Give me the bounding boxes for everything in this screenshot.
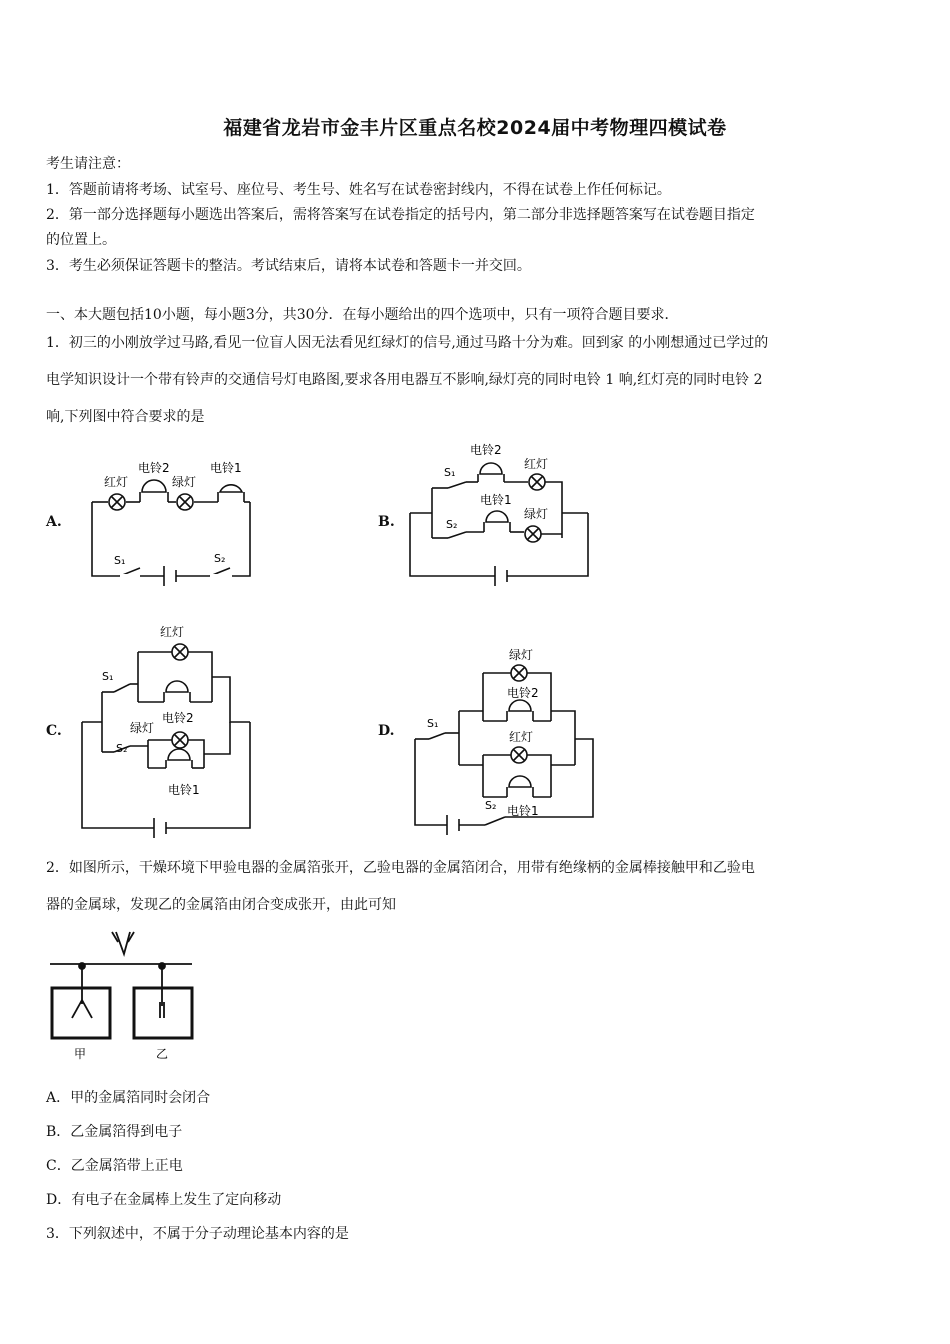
circuit-a xyxy=(80,450,280,590)
label-red: 红灯 xyxy=(104,475,129,489)
q1-option-d-label[interactable]: D. xyxy=(378,723,395,739)
notice-item-2-cont: 的位置上。 xyxy=(46,232,116,248)
q2-option-b[interactable]: B．乙金属箔得到电子 xyxy=(46,1124,183,1140)
notice-heading: 考生请注意： xyxy=(46,156,130,172)
q1-option-a-label[interactable]: A. xyxy=(46,514,62,530)
label-green: 绿灯 xyxy=(172,475,197,489)
label-bell1: 电铃1 xyxy=(507,804,539,818)
label-green: 绿灯 xyxy=(509,648,534,662)
label-s2: S₂ xyxy=(446,518,458,531)
q1-line-1: 1．初三的小刚放学过马路,看见一位盲人因无法看见红绿灯的信号,通过马路十分为难。回到家 的小刚想通过已学过的 xyxy=(46,335,769,351)
notice-item-1: 1．答题前请将考场、试室号、座位号、考生号、姓名写在试卷密封线内，不得在试卷上作任何标记。 xyxy=(46,182,671,198)
label-red: 红灯 xyxy=(509,730,534,744)
label-s1: S₁ xyxy=(102,670,114,683)
circuit-b xyxy=(400,438,600,588)
label-bell2: 电铃2 xyxy=(507,686,539,700)
notice-item-2: 2．第一部分选择题每小题选出答案后，需将答案写在试卷指定的括号内，第二部分非选择题答案写在试卷题目指定 xyxy=(46,207,755,223)
q3-line: 3．下列叙述中，不属于分子动理论基本内容的是 xyxy=(46,1226,349,1242)
label-bell2: 电铃2 xyxy=(470,443,502,457)
fig-label-jia: 甲 xyxy=(74,1047,87,1061)
q2-option-d[interactable]: D．有电子在金属棒上发生了定向移动 xyxy=(46,1192,282,1208)
label-s1: S₁ xyxy=(427,717,439,730)
label-s2: S₂ xyxy=(116,742,128,755)
q2-line-2: 器的金属球，发现乙的金属箔由闭合变成张开，由此可知 xyxy=(46,897,396,913)
q2-option-a[interactable]: A．甲的金属箔同时会闭合 xyxy=(46,1090,211,1106)
q2-option-c[interactable]: C．乙金属箔带上正电 xyxy=(46,1158,183,1174)
label-bell2: 电铃2 xyxy=(162,711,194,725)
label-s1: S₁ xyxy=(444,466,456,479)
label-s2: S₂ xyxy=(485,799,497,812)
label-red: 红灯 xyxy=(160,625,185,639)
fig-label-yi: 乙 xyxy=(156,1047,169,1061)
label-s1: S₁ xyxy=(114,554,126,567)
q1-option-b-label[interactable]: B. xyxy=(378,514,395,530)
page-title: 福建省龙岩市金丰片区重点名校2024届中考物理四模试卷 xyxy=(223,117,727,139)
q2-line-1: 2．如图所示，干燥环境下甲验电器的金属箔张开，乙验电器的金属箔闭合，用带有绝缘柄的金属棒接触甲和乙验电 xyxy=(46,860,755,876)
section-heading: 一、本大题包括10小题，每小题3分，共30分．在每小题给出的四个选项中，只有一项符合题目要求． xyxy=(46,307,679,323)
label-green: 绿灯 xyxy=(524,507,549,521)
q1-option-c-label[interactable]: C. xyxy=(46,723,62,739)
circuit-c xyxy=(72,622,272,838)
q1-line-3: 响,下列图中符合要求的是 xyxy=(46,409,205,425)
label-bell1: 电铃1 xyxy=(168,783,200,797)
electroscope-figure xyxy=(46,926,196,1068)
label-red: 红灯 xyxy=(524,457,549,471)
circuit-d xyxy=(405,645,605,835)
q1-line-2: 电学知识设计一个带有铃声的交通信号灯电路图,要求各用电器互不影响,绿灯亮的同时电铃 1 响,红灯亮的同时电铃 2 xyxy=(46,372,763,388)
label-s2: S₂ xyxy=(214,552,226,565)
label-bell1: 电铃1 xyxy=(210,461,242,475)
label-bell2: 电铃2 xyxy=(138,461,170,475)
label-bell1: 电铃1 xyxy=(480,493,512,507)
notice-item-3: 3．考生必须保证答题卡的整洁。考试结束后，请将本试卷和答题卡一并交回。 xyxy=(46,258,531,274)
label-green: 绿灯 xyxy=(130,721,155,735)
